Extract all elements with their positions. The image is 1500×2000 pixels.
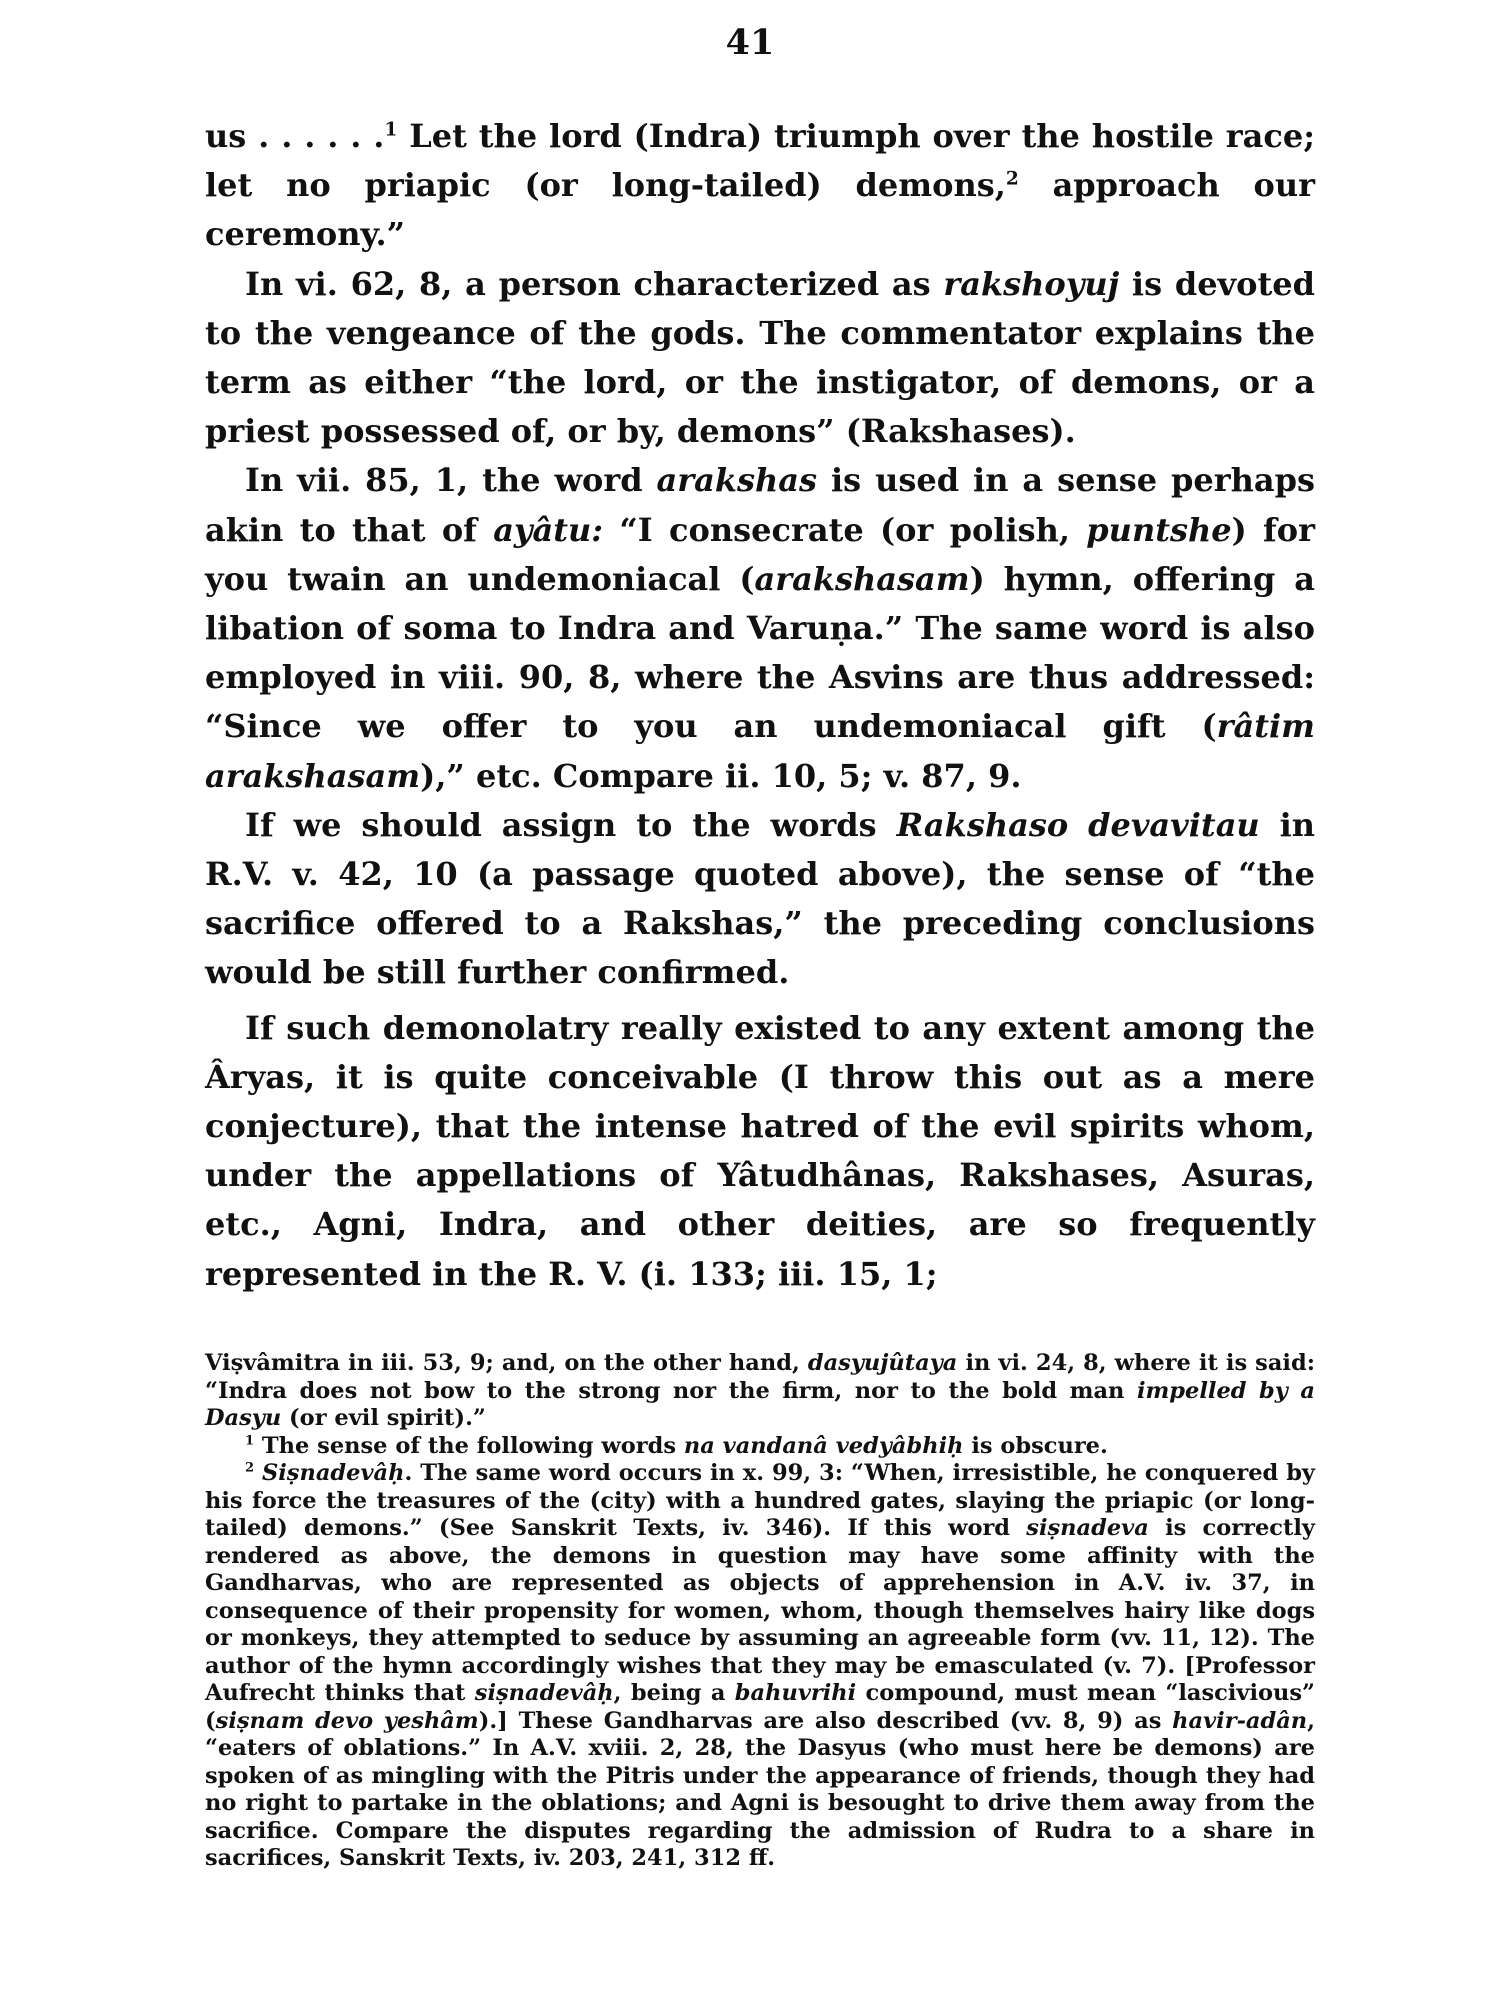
footnote-ref-2: 2 bbox=[1005, 168, 1019, 190]
fn2-text-a: . The same word occurs in x. 99, 3: “When, irresistible, he conquered by his force the treasures of the (city) with a hundred gates, slaying the priapic (or long-tailed) demons.” (See Sanskrit Texts, iv. 346). If this word bbox=[205, 1460, 1315, 1541]
fn2-term-4: bahuvrihi bbox=[734, 1680, 857, 1706]
p3-term-1: arakshas bbox=[656, 461, 818, 500]
footnote-2 bbox=[205, 1460, 1315, 1873]
p3-term-5: râtim arakshasam bbox=[205, 707, 1315, 795]
main-text bbox=[205, 112, 1315, 1299]
p4-text-a: If we should assign to the words bbox=[245, 805, 897, 844]
paragraph-2 bbox=[205, 260, 1315, 457]
p3-text-c: “I consecrate (or polish, bbox=[603, 510, 1087, 549]
fn-cont-text-c: (or evil spirit).” bbox=[281, 1405, 486, 1431]
footnote-ref-1: 1 bbox=[384, 119, 398, 141]
p3-term-2: ayâtu: bbox=[493, 510, 604, 549]
fn2-text-b: is correctly rendered as above, the demons in question may have some affinity with the Gandharvas, who are represented as objects of apprehension in A.V. iv. 37, in consequence of their propensity for women, whom, though themselves hairy like dogs or monkeys, they attempted to seduce by assuming an agreeable form (vv. 11, 12). The author of the hymn accordingly wishes that they may be emasculated (v. 7). [Professor Aufrecht thinks that bbox=[205, 1515, 1315, 1706]
fn-cont-text-b: in vi. 24, 8, where it is said: “Indra does not bow to the strong nor the firm, nor to the bold man bbox=[205, 1350, 1315, 1404]
fn1-text-a: The sense of the following words bbox=[254, 1432, 684, 1459]
p2-text-b: is devoted to the vengeance of the gods. The commentator explains the term as either “the lord, or the instigator, of demons, or a priest possessed of, or by, demons” (Rakshases). bbox=[205, 264, 1316, 451]
fn1-text-b: is obscure. bbox=[963, 1432, 1108, 1459]
p3-text-b: is used in a sense perhaps akin to that of bbox=[205, 461, 1316, 549]
paragraph-4 bbox=[205, 801, 1315, 998]
paragraph-3 bbox=[205, 456, 1315, 800]
fn2-term-6: havir-adân bbox=[1172, 1707, 1308, 1734]
fn2-text-d: compound, must mean “lascivious” ( bbox=[205, 1680, 1315, 1734]
fn2-term-3: siṣnadevâḥ bbox=[474, 1680, 614, 1706]
p2-term: rakshoyuj bbox=[943, 264, 1120, 303]
p3-text-a: In vii. 85, 1, the word bbox=[245, 461, 657, 500]
p3-term-3: puntshe bbox=[1086, 510, 1232, 549]
fn-cont-term-2: impelled by a Dasyu bbox=[205, 1377, 1315, 1431]
footnote-2-mark: 2 bbox=[245, 1460, 255, 1476]
p3-text-e: ) hymn, offering a libation of soma to Indra and Varuṇa.” The same word is also employed in viii. 90, 8, where the Asvins are thus addressed: “Since we offer to you an undemoniacal gift ( bbox=[205, 559, 1316, 746]
fn-cont-text-a: Viṣvâmitra in iii. 53, 9; and, on the other hand, bbox=[205, 1350, 808, 1376]
fn2-text-e: ).] These Gandharvas are also described (vv. 8, 9) as bbox=[478, 1707, 1173, 1734]
fn2-text-f: , “eaters of oblations.” In A.V. xviii. 2, 28, the Dasyus (who must here be demons) are spoken of as mingling with the Pitris under the appearance of friends, though they had no right to partake in the oblations; and Agni is besought to drive them away from the sacrifice. Compare the disputes regarding the admission of Rudra to a share in sacrifices, Sanskrit Texts, iv. 203, 241, 312 ff. bbox=[205, 1707, 1315, 1871]
p4-text-b: in R.V. v. 42, 10 (a passage quoted above), the sense of “the sacrifice offered to a Rakshas,” the preceding conclusions would be still further confirmed. bbox=[205, 805, 1316, 992]
p5-text: If such demonolatry really existed to any extent among the Âryas, it is quite conceivable (I throw this out as a mere conjecture), that the intense hatred of the evil spirits whom, under the appellations of Yâtudhânas, Rakshases, Asuras, etc., Agni, Indra, and other deities, are so frequently represented in the R. V. (i. 133; iii. 15, 1; bbox=[205, 1008, 1315, 1293]
footnote-1-mark: 1 bbox=[245, 1433, 255, 1448]
fn2-term-1: Siṣnadevâḥ bbox=[262, 1460, 405, 1486]
fn2-text-c: , being a bbox=[613, 1680, 735, 1706]
paragraph-5 bbox=[205, 1004, 1315, 1299]
p3-text-d: ) for you twain an undemoniacal ( bbox=[205, 510, 1315, 598]
fn2-term-2: siṣnadeva bbox=[1026, 1515, 1149, 1541]
p3-text-f: ),” etc. Compare ii. 10, 5; v. 87, 9. bbox=[420, 756, 1022, 795]
footnotes bbox=[205, 1350, 1315, 1873]
paragraph-1 bbox=[205, 112, 1315, 260]
fn2-term-5: siṣnam devo yeshâm bbox=[215, 1707, 479, 1734]
fn1-term: na vandanâ vedyâbhiḥ bbox=[683, 1432, 964, 1459]
p1-text-a: us . . . . . . bbox=[205, 117, 385, 155]
p1-text-c: approach our ceremony.” bbox=[205, 166, 1315, 254]
p4-term: Rakshaso devavitau bbox=[896, 805, 1260, 844]
p3-term-4: arakshasam bbox=[754, 559, 970, 598]
footnote-1 bbox=[205, 1433, 1315, 1461]
p2-text-a: In vi. 62, 8, a person characterized as bbox=[245, 264, 944, 303]
page-number: 41 bbox=[725, 22, 775, 63]
p1-text-b: Let the lord (Indra) triumph over the hostile race; let no priapic (or long-tailed) demons, bbox=[205, 117, 1316, 205]
fn-cont-term-1: dasyujûtaya bbox=[807, 1350, 958, 1376]
footnote-continuation bbox=[205, 1350, 1315, 1433]
